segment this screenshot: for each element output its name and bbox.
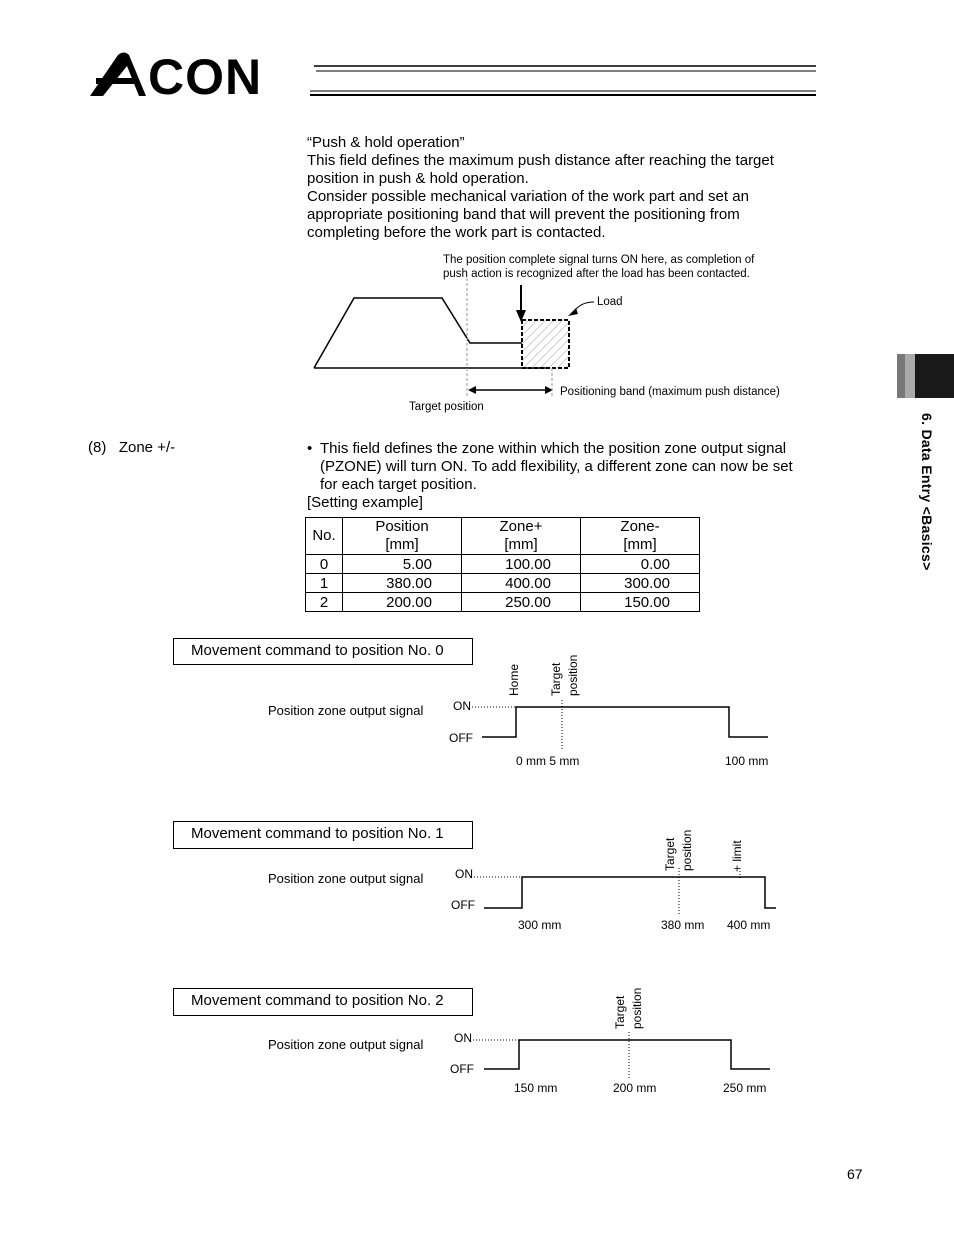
zone-bullet-line-1: This field defines the zone within which the position zone output signal — [320, 440, 787, 457]
marker-target-2-pos2: position — [630, 987, 644, 1029]
table-cell: 0 — [306, 555, 343, 574]
tick-label-pos0-start: 0 mm 5 mm — [516, 754, 580, 768]
command-text-pos2: Movement command to position No. 2 — [191, 992, 444, 1009]
tick-label-pos0-end: 100 mm — [725, 754, 769, 768]
table-header-zone-plus: Zone+ [mm] — [462, 518, 581, 555]
table-cell: 150.00 — [581, 593, 700, 612]
command-text-pos1: Movement command to position No. 1 — [191, 825, 444, 842]
load-label: Load — [597, 296, 623, 308]
chapter-tab-block — [915, 354, 954, 398]
on-label-pos2: ON — [454, 1031, 472, 1045]
chapter-tab-stripe-2 — [905, 354, 915, 398]
zone-item-label: (8) Zone +/- — [88, 439, 176, 456]
table-cell: 300.00 — [581, 574, 700, 593]
marker-target-1-pos1: Target — [663, 837, 677, 871]
chapter-label: 6. Data Entry <Basics> — [919, 413, 935, 571]
marker-target-2-pos0: position — [566, 654, 580, 696]
table-cell: 1 — [306, 574, 343, 593]
marker-target-2-pos1: position — [680, 829, 694, 871]
tick-label-pos2-start: 150 mm — [514, 1081, 558, 1095]
table-cell: 250.00 — [462, 593, 581, 612]
push-note-line-2: push action is recognized after the load has been contacted. — [443, 268, 750, 280]
push-hold-line-3: Consider possible mechanical variation of the work part and set an — [307, 188, 749, 205]
table-cell: 400.00 — [462, 574, 581, 593]
table-cell: 100.00 — [462, 555, 581, 574]
command-text-pos0: Movement command to position No. 0 — [191, 642, 444, 659]
table-cell: 5.00 — [343, 555, 462, 574]
table-cell: 380.00 — [343, 574, 462, 593]
tick-label-pos1-target: 380 mm — [661, 918, 705, 932]
marker-limit: + limit — [730, 840, 744, 872]
off-label-pos0: OFF — [449, 731, 473, 745]
setting-example-label: [Setting example] — [307, 494, 423, 511]
tick-label-pos2-target: 200 mm — [613, 1081, 657, 1095]
zone-bullet-line-2: (PZONE) will turn ON. To add flexibility, a different zone can now be set — [320, 458, 793, 475]
bullet-icon: • — [307, 440, 313, 457]
signal-label-pos2: Position zone output signal — [268, 1037, 424, 1052]
target-label: Target position — [409, 401, 484, 413]
push-hold-heading: “Push & hold operation” — [307, 134, 465, 151]
push-hold-line-1: This field defines the maximum push distance after reaching the target — [307, 152, 774, 169]
table-header-no: No. — [306, 518, 343, 555]
marker-target-1-pos0: Target — [549, 662, 563, 696]
page-number: 67 — [847, 1166, 863, 1182]
signal-label-pos0: Position zone output signal — [268, 703, 424, 718]
push-hold-line-2: position in push & hold operation. — [307, 170, 529, 187]
push-hold-line-5: completing before the work part is contacted. — [307, 224, 606, 241]
on-label-pos0: ON — [453, 699, 471, 713]
logo-visible: CON — [148, 49, 263, 105]
tick-label-pos2-end: 250 mm — [723, 1081, 767, 1095]
tick-label-pos1-end: 400 mm — [727, 918, 771, 932]
marker-target-1-pos2: Target — [613, 995, 627, 1029]
table-cell: 0.00 — [581, 555, 700, 574]
chapter-tab — [897, 354, 954, 398]
on-label-pos1: ON — [455, 867, 473, 881]
table-header-position: Position [mm] — [343, 518, 462, 555]
table-cell: 2 — [306, 593, 343, 612]
table-cell: 200.00 — [343, 593, 462, 612]
push-hold-line-4: appropriate positioning band that will prevent the positioning from — [307, 206, 740, 223]
zone-bullet-line-3: for each target position. — [320, 476, 477, 493]
table-header-zone-minus: Zone- [mm] — [581, 518, 700, 555]
tick-label-pos1-start: 300 mm — [518, 918, 562, 932]
off-label-pos2: OFF — [450, 1062, 474, 1076]
signal-waveform-pos2 — [484, 1040, 770, 1069]
chapter-tab-stripe-1 — [897, 354, 905, 398]
signal-label-pos1: Position zone output signal — [268, 871, 424, 886]
band-label: Positioning band (maximum push distance) — [560, 386, 780, 398]
push-note-line-1: The position complete signal turns ON here, as completion of — [443, 254, 755, 266]
marker-home: Home — [507, 663, 521, 696]
off-label-pos1: OFF — [451, 898, 475, 912]
